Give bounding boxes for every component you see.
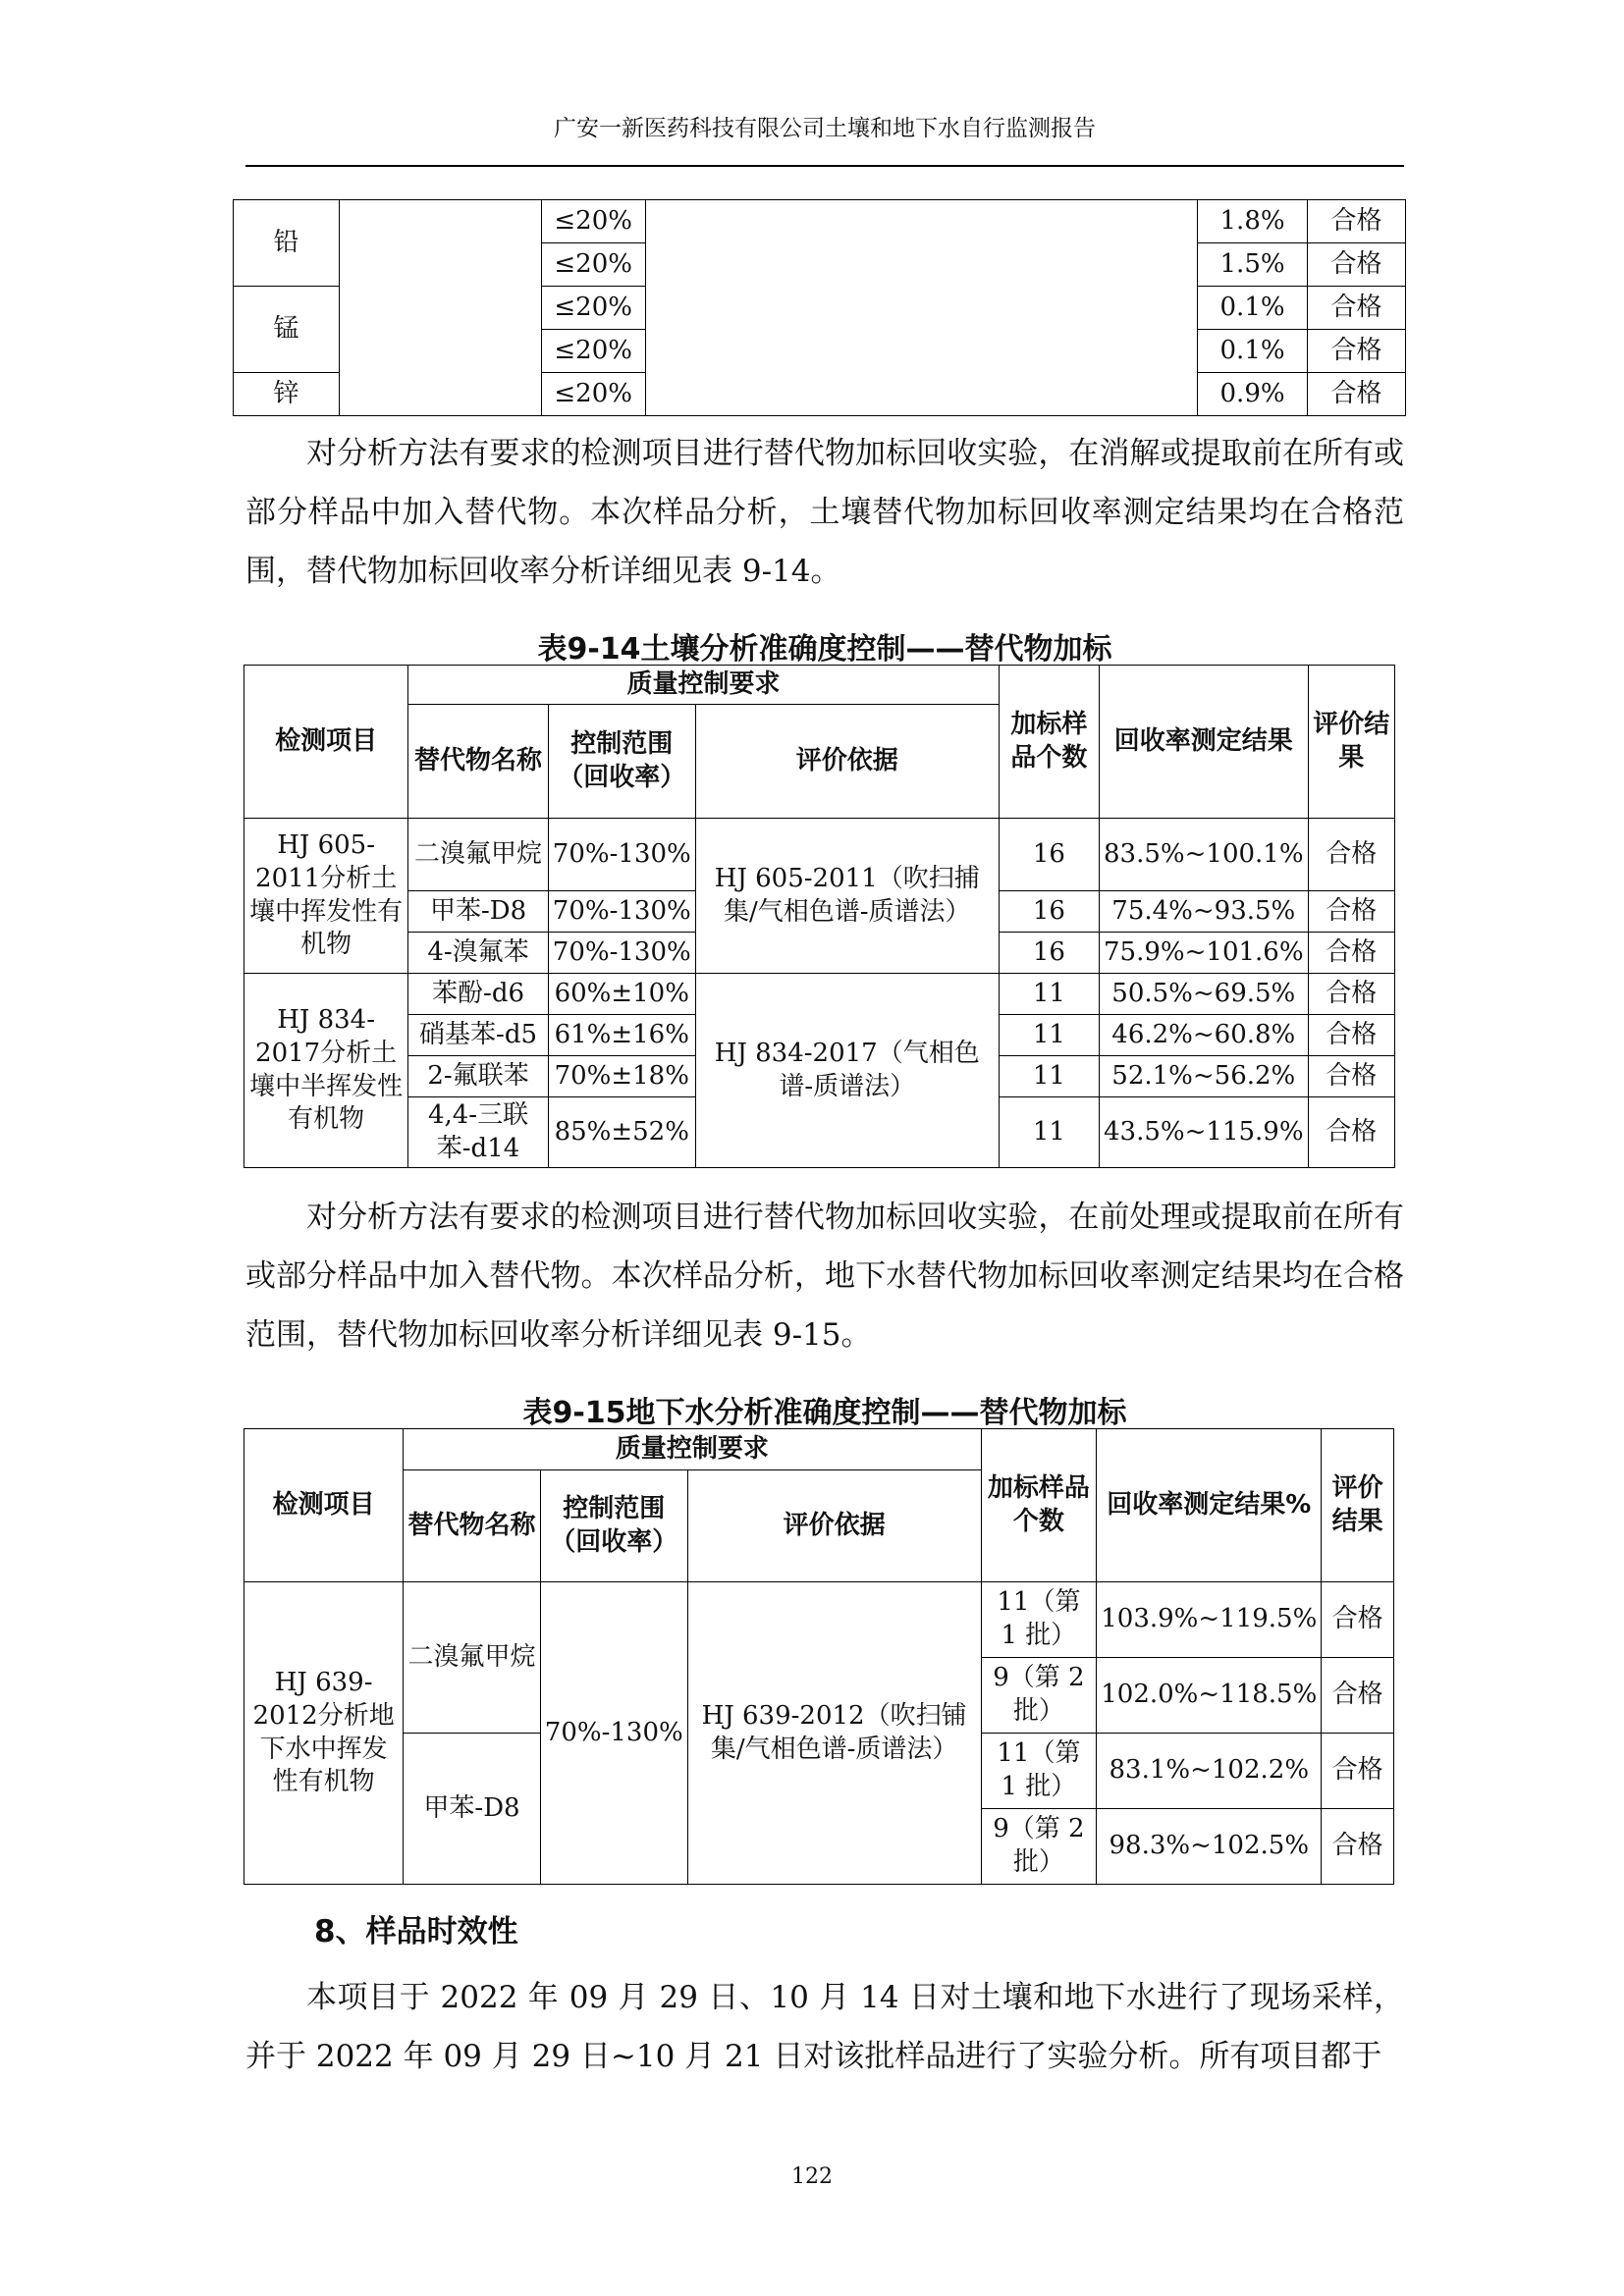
top-table — [233, 199, 1406, 416]
item-cell: 铅 — [234, 200, 340, 287]
value-cell: 1.5% — [1198, 243, 1308, 287]
empty-cell — [339, 200, 541, 416]
count-cell: 16 — [999, 891, 1099, 933]
empty-cell — [645, 200, 1197, 416]
result-cell: 合格 — [1322, 1734, 1394, 1809]
basis-cell: HJ 605-2011（吹扫捕集/气相色谱-质谱法） — [695, 819, 999, 974]
table-9-14 — [244, 665, 1395, 1168]
count-cell: 11 — [999, 1015, 1099, 1056]
result-cell: 合格 — [1308, 373, 1406, 416]
table-row — [244, 974, 1395, 1015]
recovery-cell: 83.1%~102.2% — [1097, 1734, 1322, 1809]
header-recovery: 回收率测定结果% — [1097, 1429, 1322, 1582]
result-cell: 合格 — [1308, 1015, 1394, 1056]
table-row — [244, 1582, 1394, 1658]
recovery-cell: 52.1%~56.2% — [1100, 1056, 1309, 1097]
table-9-15 — [244, 1428, 1394, 1885]
result-cell: 合格 — [1322, 1809, 1394, 1885]
result-cell: 合格 — [1308, 891, 1394, 933]
header-count: 加标样品个数 — [981, 1429, 1097, 1582]
header-basis: 评价依据 — [687, 1470, 981, 1582]
page-number: 122 — [791, 2164, 833, 2189]
range-cell: 70%-130% — [548, 819, 695, 891]
result-cell: 合格 — [1308, 330, 1406, 373]
item-cell: 锌 — [234, 373, 340, 416]
count-cell: 11（第 1 批） — [981, 1734, 1097, 1809]
recovery-cell: 103.9%~119.5% — [1097, 1582, 1322, 1658]
result-cell: 合格 — [1308, 933, 1394, 974]
range-cell: 70%±18% — [548, 1056, 695, 1097]
recovery-cell: 75.4%~93.5% — [1100, 891, 1309, 933]
count-cell: 11 — [999, 974, 1099, 1015]
header-basis: 评价依据 — [695, 705, 999, 819]
header-recovery: 回收率测定结果 — [1100, 666, 1309, 819]
value-cell: 0.1% — [1198, 287, 1308, 330]
recovery-cell: 43.5%~115.9% — [1100, 1097, 1309, 1168]
surrogate-cell: 4-溴氟苯 — [408, 933, 549, 974]
result-cell: 合格 — [1322, 1658, 1394, 1734]
recovery-cell: 102.0%~118.5% — [1097, 1658, 1322, 1734]
value-cell: 0.1% — [1198, 330, 1308, 373]
header-item: 检测项目 — [244, 1429, 404, 1582]
table-row — [234, 200, 1406, 243]
surrogate-cell: 硝基苯-d5 — [408, 1015, 549, 1056]
surrogate-cell: 甲苯-D8 — [404, 1734, 541, 1885]
table-row — [244, 819, 1395, 891]
recovery-cell: 83.5%~100.1% — [1100, 819, 1309, 891]
result-cell: 合格 — [1308, 200, 1406, 243]
header-result: 评价结果 — [1322, 1429, 1394, 1582]
paragraph-2: 对分析方法有要求的检测项目进行替代物加标回收实验，在前处理或提取前在所有或部分样品中加入替代物。本次样品分析，地下水替代物加标回收率测定结果均在合格范围，替代物加标回收率分析详细见表 9-15。 — [245, 1200, 1404, 1353]
header-rule — [245, 165, 1404, 167]
range-cell: 70%-130% — [548, 891, 695, 933]
result-cell: 合格 — [1308, 819, 1394, 891]
result-cell: 合格 — [1308, 974, 1394, 1015]
paragraph-1: 对分析方法有要求的检测项目进行替代物加标回收实验，在消解或提取前在所有或部分样品中加入替代物。本次样品分析，土壤替代物加标回收率测定结果均在合格范围，替代物加标回收率分析详细见表 9-14。 — [245, 436, 1404, 589]
header-range: 控制范围（回收率） — [540, 1470, 687, 1582]
header-item: 检测项目 — [244, 666, 408, 819]
header-count: 加标样品个数 — [999, 666, 1099, 819]
item-cell: HJ 639-2012分析地下水中挥发性有机物 — [244, 1582, 404, 1885]
table-9-14-caption: 表9-14土壤分析准确度控制——替代物加标 — [537, 632, 1112, 667]
surrogate-cell: 二溴氟甲烷 — [404, 1582, 541, 1734]
count-cell: 9（第 2 批） — [981, 1809, 1097, 1885]
count-cell: 11（第 1 批） — [981, 1582, 1097, 1658]
range-cell: ≤20% — [541, 200, 645, 243]
range-cell: 70%-130% — [548, 933, 695, 974]
surrogate-cell: 苯酚-d6 — [408, 974, 549, 1015]
result-cell: 合格 — [1322, 1582, 1394, 1658]
range-cell: 70%-130% — [540, 1582, 687, 1885]
item-cell: HJ 834-2017分析土壤中半挥发性有机物 — [244, 974, 408, 1168]
surrogate-cell: 甲苯-D8 — [408, 891, 549, 933]
surrogate-cell: 2-氟联苯 — [408, 1056, 549, 1097]
header-qc: 质量控制要求 — [408, 666, 1000, 705]
table-row — [244, 1429, 1394, 1470]
table-9-15-caption: 表9-15地下水分析准确度控制——替代物加标 — [522, 1396, 1127, 1430]
item-cell: HJ 605-2011分析土壤中挥发性有机物 — [244, 819, 408, 974]
value-cell: 0.9% — [1198, 373, 1308, 416]
range-cell: 61%±16% — [548, 1015, 695, 1056]
surrogate-cell: 4,4-三联苯-d14 — [408, 1097, 549, 1168]
count-cell: 16 — [999, 819, 1099, 891]
range-cell: ≤20% — [541, 330, 645, 373]
result-cell: 合格 — [1308, 243, 1406, 287]
value-cell: 1.8% — [1198, 200, 1308, 243]
result-cell: 合格 — [1308, 1056, 1394, 1097]
count-cell: 11 — [999, 1056, 1099, 1097]
range-cell: 85%±52% — [548, 1097, 695, 1168]
table-row — [244, 666, 1395, 705]
result-cell: 合格 — [1308, 1097, 1394, 1168]
recovery-cell: 50.5%~69.5% — [1100, 974, 1309, 1015]
header-surrogate: 替代物名称 — [408, 705, 549, 819]
recovery-cell: 98.3%~102.5% — [1097, 1809, 1322, 1885]
paragraph-3: 本项目于 2022 年 09 月 29 日、10 月 14 日对土壤和地下水进行了现场采样，并于 2022 年 09 月 29 日~10 月 21 日对该批样品进行了实验分析。所有项目都于 — [245, 1980, 1404, 2074]
basis-cell: HJ 639-2012（吹扫铺集/气相色谱-质谱法） — [687, 1582, 981, 1885]
surrogate-cell: 二溴氟甲烷 — [408, 819, 549, 891]
count-cell: 11 — [999, 1097, 1099, 1168]
range-cell: ≤20% — [541, 287, 645, 330]
header-surrogate: 替代物名称 — [404, 1470, 541, 1582]
recovery-cell: 46.2%~60.8% — [1100, 1015, 1309, 1056]
count-cell: 16 — [999, 933, 1099, 974]
header-result: 评价结果 — [1308, 666, 1394, 819]
header-range: 控制范围（回收率） — [548, 705, 695, 819]
range-cell: 60%±10% — [548, 974, 695, 1015]
recovery-cell: 75.9%~101.6% — [1100, 933, 1309, 974]
basis-cell: HJ 834-2017（气相色谱-质谱法） — [695, 974, 999, 1168]
item-cell: 锰 — [234, 287, 340, 373]
range-cell: ≤20% — [541, 373, 645, 416]
count-cell: 9（第 2 批） — [981, 1658, 1097, 1734]
page-header: 广安一新医药科技有限公司土壤和地下水自行监测报告 — [554, 116, 1096, 141]
section-8-title: 8、样品时效性 — [314, 1914, 518, 1949]
header-qc: 质量控制要求 — [404, 1429, 981, 1470]
range-cell: ≤20% — [541, 243, 645, 287]
result-cell: 合格 — [1308, 287, 1406, 330]
